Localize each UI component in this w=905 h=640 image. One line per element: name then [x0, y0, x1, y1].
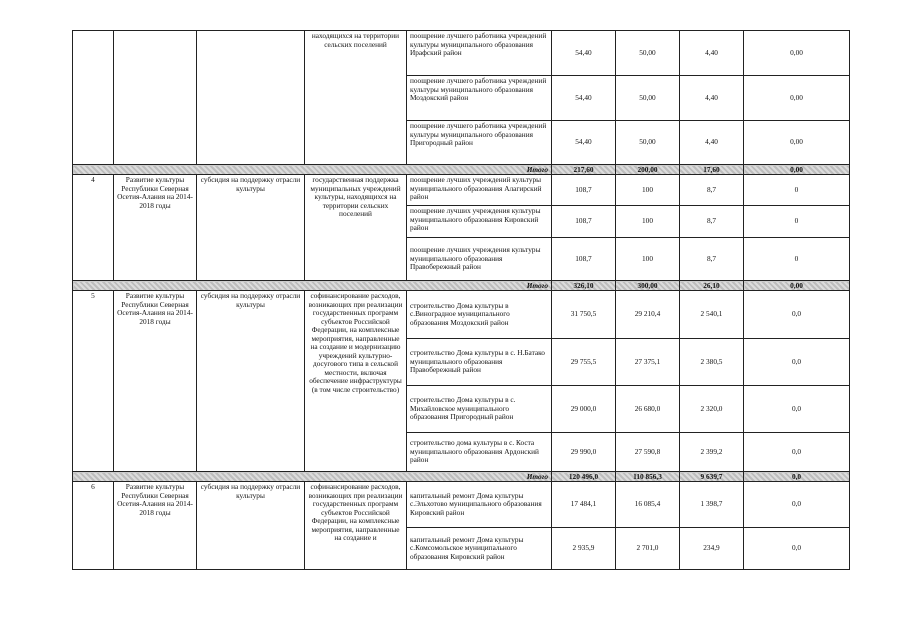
- total-label: Итого: [73, 165, 552, 175]
- program-cell: Развитие культуры Республики Северная Осетия-Алания на 2014-2018 годы: [114, 482, 197, 570]
- amount-regional-cell: 2 380,5: [680, 339, 744, 386]
- program-cell: Развитие культуры Республики Северная Осетия-Алания на 2014-2018 годы: [114, 175, 197, 281]
- amount-total-cell: 29 990,0: [552, 433, 616, 472]
- amount-total-cell: 108,7: [552, 206, 616, 238]
- purpose-cell: строительство Дома культуры в с. Михайловское муниципального образования Пригородный район: [407, 386, 552, 433]
- total-federal-cell: 110 856,3: [616, 472, 680, 482]
- amount-regional-cell: 8,7: [680, 175, 744, 206]
- purpose-cell: поощрение лучших учреждений культуры муниципального образования Алагирский район: [407, 175, 552, 206]
- total-local-cell: 0,00: [744, 281, 850, 291]
- amount-regional-cell: 8,7: [680, 206, 744, 238]
- amount-federal-cell: 100: [616, 206, 680, 238]
- mechanism-cell: государственная поддержка муниципальных учреждений культуры, находящихся на территории сельских поселений: [305, 175, 407, 281]
- purpose-cell: строительство Дома культуры в с. Н.Батако муниципального образования Правобережный район: [407, 339, 552, 386]
- table-row: [73, 31, 850, 76]
- amount-federal-cell: 27 375,1: [616, 339, 680, 386]
- purpose-cell: поощрение лучшего работника учреждений культуры муниципального образования Ирафский район: [407, 31, 552, 76]
- amount-local-cell: 0,0: [744, 386, 850, 433]
- amount-local-cell: 0: [744, 238, 850, 281]
- amount-total-cell: 29 000,0: [552, 386, 616, 433]
- purpose-cell: строительство Дома культуры в с.Виноградное муниципального образования Моздокский район: [407, 291, 552, 339]
- amount-regional-cell: 4,40: [680, 76, 744, 121]
- amount-regional-cell: 2 320,0: [680, 386, 744, 433]
- amount-federal-cell: 27 590,8: [616, 433, 680, 472]
- program-cell: Развитие культуры Республики Северная Осетия-Алания на 2014-2018 годы: [114, 291, 197, 472]
- row-number-cell: 4: [73, 175, 114, 281]
- amount-total-cell: 54,40: [552, 121, 616, 165]
- purpose-cell: поощрение лучших учреждения культуры муниципального образования Правобережный район: [407, 238, 552, 281]
- total-regional-cell: 17,60: [680, 165, 744, 175]
- total-amount-cell: 217,60: [552, 165, 616, 175]
- amount-regional-cell: 4,40: [680, 121, 744, 165]
- amount-local-cell: 0,0: [744, 291, 850, 339]
- purpose-cell: поощрение лучших учреждения культуры муниципального образования Кировский район: [407, 206, 552, 238]
- amount-total-cell: 29 755,5: [552, 339, 616, 386]
- amount-regional-cell: 1 398,7: [680, 482, 744, 528]
- amount-local-cell: 0,00: [744, 76, 850, 121]
- mechanism-cell: софинансирование расходов, возникающих при реализации государственных программ субъектов Российской Федерации, на комплексные мероприятия, направленные на создание и модернизацию учреждений культурно-досугового типа в сельской местности, включая обеспечение инфраструктуры (в том числе строительство): [305, 291, 407, 472]
- subsidy-cell: [197, 31, 305, 165]
- total-local-cell: 0,0: [744, 472, 850, 482]
- budget-table-page: [72, 30, 849, 570]
- amount-total-cell: 54,40: [552, 31, 616, 76]
- total-regional-cell: 9 639,7: [680, 472, 744, 482]
- purpose-cell: поощрение лучшего работника учреждений культуры муниципального образования Пригородный район: [407, 121, 552, 165]
- amount-total-cell: 54,40: [552, 76, 616, 121]
- table-row: [73, 482, 850, 528]
- amount-regional-cell: 4,40: [680, 31, 744, 76]
- amount-local-cell: 0: [744, 206, 850, 238]
- amount-federal-cell: 16 085,4: [616, 482, 680, 528]
- total-federal-cell: 200,00: [616, 165, 680, 175]
- total-amount-cell: 120 496,0: [552, 472, 616, 482]
- mechanism-cell: находящихся на территории сельских поселений: [305, 31, 407, 165]
- total-row: [73, 165, 850, 175]
- purpose-cell: строительство дома культуры в с. Коста муниципального образования Ардонский район: [407, 433, 552, 472]
- total-amount-cell: 326,10: [552, 281, 616, 291]
- total-regional-cell: 26,10: [680, 281, 744, 291]
- amount-federal-cell: 29 210,4: [616, 291, 680, 339]
- amount-local-cell: 0,0: [744, 339, 850, 386]
- table-row: [73, 291, 850, 339]
- total-label: Итого: [73, 472, 552, 482]
- amount-federal-cell: 50,00: [616, 31, 680, 76]
- amount-total-cell: 108,7: [552, 238, 616, 281]
- mechanism-cell: софинансирование расходов, возникающих при реализации государственных программ субъектов Российской Федерации, на комплексные мероприятия, направленные на создание и: [305, 482, 407, 570]
- amount-total-cell: 108,7: [552, 175, 616, 206]
- total-federal-cell: 300,00: [616, 281, 680, 291]
- amount-regional-cell: 2 540,1: [680, 291, 744, 339]
- amount-federal-cell: 26 680,0: [616, 386, 680, 433]
- amount-local-cell: 0,00: [744, 31, 850, 76]
- purpose-cell: поощрение лучшего работника учреждений культуры муниципального образования Моздокский район: [407, 76, 552, 121]
- amount-local-cell: 0: [744, 175, 850, 206]
- amount-regional-cell: 234,9: [680, 528, 744, 570]
- row-number-cell: 6: [73, 482, 114, 570]
- amount-total-cell: 17 484,1: [552, 482, 616, 528]
- amount-regional-cell: 8,7: [680, 238, 744, 281]
- amount-federal-cell: 2 701,0: [616, 528, 680, 570]
- budget-table: [72, 30, 850, 570]
- subsidy-cell: субсидия на поддержку отрасли культуры: [197, 482, 305, 570]
- amount-regional-cell: 2 399,2: [680, 433, 744, 472]
- amount-local-cell: 0,0: [744, 528, 850, 570]
- amount-local-cell: 0,00: [744, 121, 850, 165]
- amount-federal-cell: 100: [616, 238, 680, 281]
- program-cell: [114, 31, 197, 165]
- purpose-cell: капитальный ремонт Дома культуры с.Эльхотово муниципального образования Кировский район: [407, 482, 552, 528]
- amount-federal-cell: 50,00: [616, 76, 680, 121]
- subsidy-cell: субсидия на поддержку отрасли культуры: [197, 291, 305, 472]
- amount-total-cell: 2 935,9: [552, 528, 616, 570]
- total-label: Итого: [73, 281, 552, 291]
- amount-federal-cell: 50,00: [616, 121, 680, 165]
- amount-total-cell: 31 750,5: [552, 291, 616, 339]
- amount-local-cell: 0,0: [744, 482, 850, 528]
- table-row: [73, 175, 850, 206]
- subsidy-cell: субсидия на поддержку отрасли культуры: [197, 175, 305, 281]
- purpose-cell: капитальный ремонт Дома культуры с.Комсомольское муниципального образования Кировский район: [407, 528, 552, 570]
- total-local-cell: 0,00: [744, 165, 850, 175]
- amount-federal-cell: 100: [616, 175, 680, 206]
- total-row: [73, 281, 850, 291]
- amount-local-cell: 0,0: [744, 433, 850, 472]
- row-number-cell: [73, 31, 114, 165]
- total-row: [73, 472, 850, 482]
- row-number-cell: 5: [73, 291, 114, 472]
